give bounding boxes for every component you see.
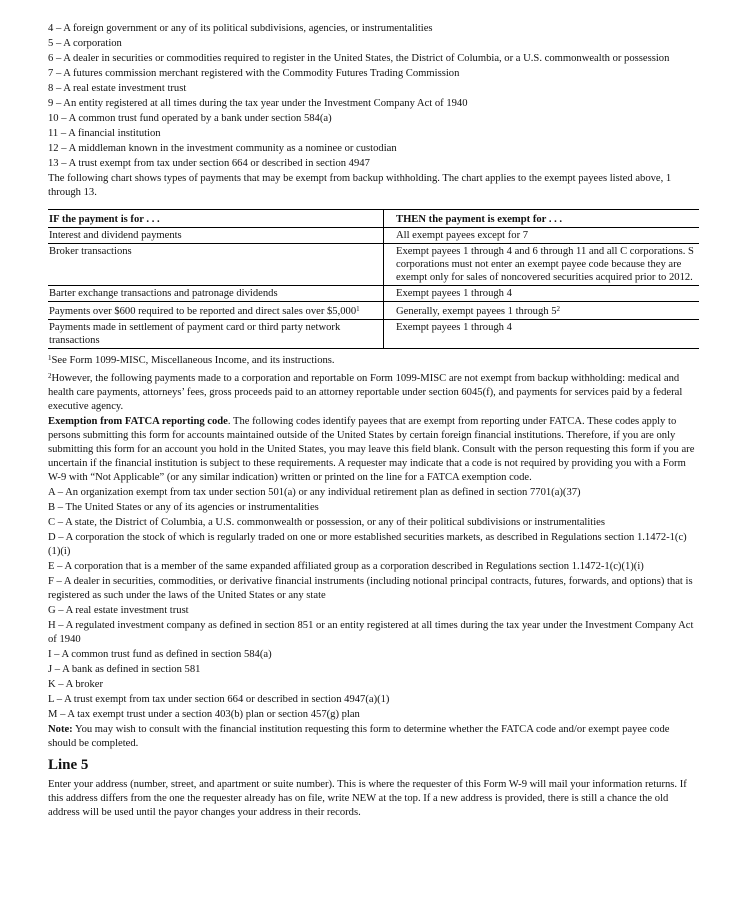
- footnote-number: 2: [48, 372, 52, 380]
- table-cell-payment: Barter exchange transactions and patronage dividends: [48, 286, 384, 302]
- fatca-code-item: F – A dealer in securities, commodities, or derivative financial instruments (including notional principal contracts, futures, forwards, and options) that is registered as such under the laws of the United States or any state: [48, 576, 693, 601]
- table-cell-exempt: [384, 302, 700, 320]
- exempt-payee-item: 13 – A trust exempt from tax under section 664 or described in section 4947: [48, 158, 370, 169]
- fatca-code-item: D – A corporation the stock of which is regularly traded on one or more established securities markets, as described in Regulations section 1.1472-1(c)(1)(i): [48, 532, 687, 557]
- exempt-payee-list: [48, 22, 699, 171]
- table-cell-payment: Interest and dividend payments: [48, 228, 384, 244]
- cell-text: Generally, exempt payees 1 through 5: [396, 306, 557, 317]
- fatca-code-item: E – A corporation that is a member of the same expanded affiliated group as a corporation described in Regulations section 1.1472-1(c)(1)(i): [48, 561, 644, 572]
- fatca-heading: Exemption from FATCA reporting code: [48, 416, 228, 427]
- exempt-payee-item: 12 – A middleman known in the investment community as a nominee or custodian: [48, 143, 397, 154]
- fatca-code-item: M – A tax exempt trust under a section 403(b) plan or section 457(g) plan: [48, 709, 360, 720]
- fatca-code-item: B – The United States or any of its agencies or instrumentalities: [48, 502, 319, 513]
- table-header-row: [48, 210, 699, 228]
- footnotes: [48, 351, 699, 414]
- footnote-number: 1: [48, 354, 52, 362]
- line5-heading: Line 5: [48, 757, 89, 773]
- table-header-left: IF the payment is for . . .: [48, 210, 384, 228]
- fatca-code-item: I – A common trust fund as defined in section 584(a): [48, 649, 272, 660]
- footnote-text: See Form 1099-MISC, Miscellaneous Income, and its instructions.: [51, 355, 335, 366]
- note-text: You may wish to consult with the financial institution requesting this form to determine whether the FATCA code and/or exempt payee code should be completed.: [48, 724, 670, 749]
- table-row: [48, 320, 699, 349]
- footnote-ref: 1: [356, 305, 360, 313]
- exempt-payee-item: 6 – A dealer in securities or commodities required to register in the United States, the District of Columbia, or a U.S. commonwealth or possession: [48, 53, 670, 64]
- fatca-code-item: K – A broker: [48, 679, 104, 690]
- table-cell-payment: [48, 302, 384, 320]
- table-row: [48, 286, 699, 302]
- fatca-code-item: L – A trust exempt from tax under section 664 or described in section 4947(a)(1): [48, 694, 390, 705]
- fatca-paragraph: [48, 415, 699, 485]
- exempt-payee-item: 11 – A financial institution: [48, 128, 161, 139]
- table-cell-exempt: All exempt payees except for 7: [384, 228, 700, 244]
- chart-intro: The following chart shows types of payments that may be exempt from backup withholding. The chart applies to the exempt payees listed above, 1 through 13.: [48, 173, 672, 198]
- exempt-payee-item: 9 – An entity registered at all times during the tax year under the Investment Company Act of 1940: [48, 98, 468, 109]
- footnote: [48, 351, 699, 368]
- fatca-body: . The following codes identify payees that are exempt from reporting under FATCA. These codes apply to persons submitting this form for accounts maintained outside of the United States by certain foreign financial institutions. Therefore, if you are only submitting this form for an account you hold in the United States, you may leave this field blank. Consult with the person requesting this form if you are uncertain if the financial institution is subject to these requirements. A requester may indicate that a code is not required by providing you with a Form W-9 with “Not Applicable” (or any similar indication) written or printed on the line for a FATCA exemption code.: [48, 416, 695, 483]
- exempt-payee-item: 8 – A real estate investment trust: [48, 83, 187, 94]
- table-cell-exempt: Exempt payees 1 through 4: [384, 286, 700, 302]
- table-header-right: THEN the payment is exempt for . . .: [384, 210, 700, 228]
- document-page: [48, 22, 699, 821]
- note-label: Note:: [48, 724, 73, 735]
- fatca-code-item: C – A state, the District of Columbia, a U.S. commonwealth or possession, or any of their political subdivisions or instrumentalities: [48, 517, 605, 528]
- fatca-code-list: [48, 486, 699, 722]
- table-cell-exempt: Exempt payees 1 through 4 and 6 through 11 and all C corporations. S corporations must not enter an exempt payee code because they are exempt only for sales of noncovered securities acquired prior to 2012.: [384, 244, 700, 286]
- fatca-code-item: A – An organization exempt from tax under section 501(a) or any individual retirement plan as defined in section 7701(a)(37): [48, 487, 581, 498]
- table-row: [48, 244, 699, 286]
- payment-exemption-table: [48, 209, 699, 349]
- table-row: [48, 228, 699, 244]
- fatca-note: [48, 723, 699, 751]
- cell-text: Payments over $600 required to be reported and direct sales over $5,000: [49, 306, 357, 317]
- fatca-code-item: G – A real estate investment trust: [48, 605, 189, 616]
- line5-body: Enter your address (number, street, and apartment or suite number). This is where the requester of this Form W-9 will mail your information returns. If this address differs from the one the requester already has on file, write NEW at the top. If a new address is provided, there is still a chance the old address will be used until the payor changes your address in their records.: [48, 779, 687, 818]
- footnote-text: However, the following payments made to a corporation and reportable on Form 1099-MISC are not exempt from backup withholding: medical and health care payments, attorneys’ fees, gross proceeds paid to an attorney reportable under section 6045(f), and payments for services paid by a federal executive agency.: [48, 373, 683, 412]
- footnote-ref: 2: [556, 305, 561, 313]
- exempt-payee-item: 7 – A futures commission merchant registered with the Commodity Futures Trading Commission: [48, 68, 460, 79]
- exempt-payee-item: 4 – A foreign government or any of its political subdivisions, agencies, or instrumentalities: [48, 23, 433, 34]
- table-cell-payment: Broker transactions: [48, 244, 384, 286]
- exempt-payee-item: 5 – A corporation: [48, 38, 122, 49]
- fatca-code-item: J – A bank as defined in section 581: [48, 664, 201, 675]
- exempt-payee-item: 10 – A common trust fund operated by a bank under section 584(a): [48, 113, 332, 124]
- fatca-code-item: H – A regulated investment company as defined in section 851 or an entity registered at all times during the tax year under the Investment Company Act of 1940: [48, 620, 694, 645]
- table-cell-exempt: Exempt payees 1 through 4: [384, 320, 700, 349]
- footnote: [48, 369, 699, 414]
- table-row: [48, 302, 699, 320]
- table-cell-payment: Payments made in settlement of payment card or third party network transactions: [48, 320, 384, 349]
